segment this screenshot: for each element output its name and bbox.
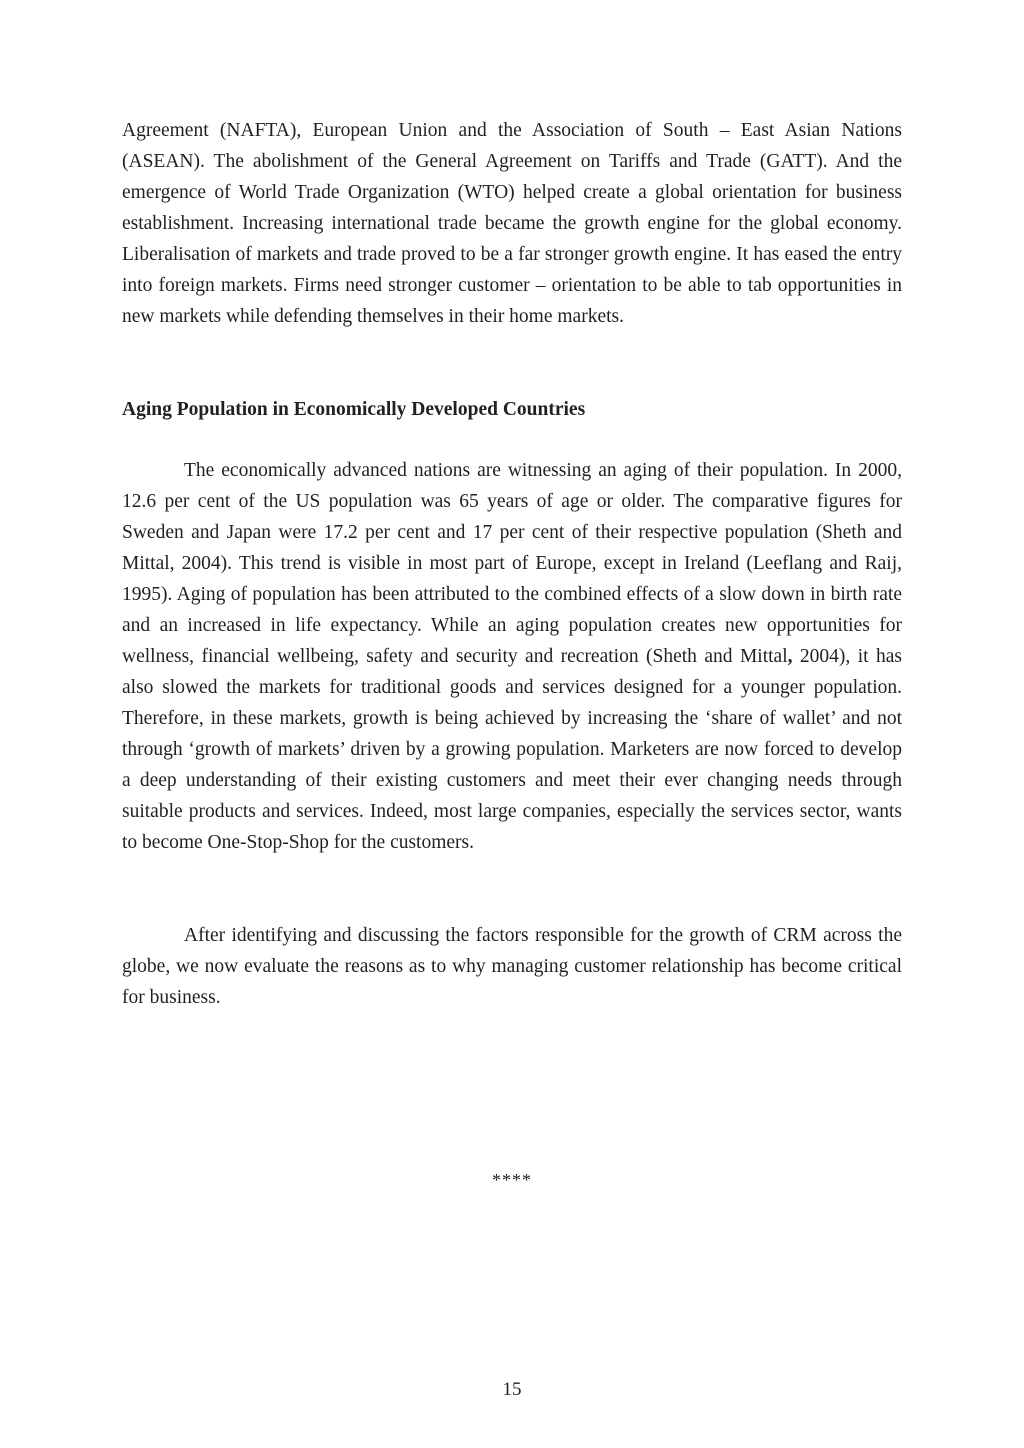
aging-population-paragraph <box>122 455 902 858</box>
conclusion-paragraph: After identifying and discussing the factors responsible for the growth of CRM across the globe, we now evaluate the reasons as to why managing customer relationship has become critical for business. <box>122 925 902 1008</box>
aging-paragraph-bold-comma: , <box>787 646 793 667</box>
intro-paragraph: Agreement (NAFTA), European Union and the Association of South – East Asian Nations (ASEAN). The abolishment of the General Agreement on Tariffs and Trade (GATT). And the emergence of World Trade Organization (WTO) helped create a global orientation for business establishment. Increasing international trade became the growth engine for the global economy. Liberalisation of markets and trade proved to be a far stronger growth engine. It has eased the entry into foreign markets. Firms need stronger customer – orientation to be able to tab opportunities in new markets while defending themselves in their home markets. <box>122 120 902 327</box>
page-number: 15 <box>502 1379 522 1400</box>
aging-paragraph-text-part-2: 2004), it has also slowed the markets for traditional goods and services designed for a younger population. Therefore, in these markets, growth is being achieved by increasing the ‘share of wallet’ and not through ‘growth of markets’ driven by a growing population. Marketers are now forced to develop a deep understanding of their existing customers and meet their ever changing needs through suitable products and services. Indeed, most large companies, especially the services sector, wants to become One-Stop-Shop for the customers. <box>122 646 902 853</box>
section-heading: Aging Population in Economically Developed Countries <box>122 399 586 420</box>
section-separator: **** <box>492 1170 532 1190</box>
aging-paragraph-text-part-1: The economically advanced nations are witnessing an aging of their population. In 2000, 12.6 per cent of the US population was 65 years of age or older. The comparative figures for Sweden and Japan were 17.2 per cent and 17 per cent of their respective population (Sheth and Mittal, 2004). This trend is visible in most part of Europe, except in Ireland (Leeflang and Raij, 1995). Aging of population has been attributed to the combined effects of a slow down in birth rate and an increased in life expectancy. While an aging population creates new opportunities for wellness, financial wellbeing, safety and security and recreation (Sheth and Mittal <box>122 460 902 667</box>
